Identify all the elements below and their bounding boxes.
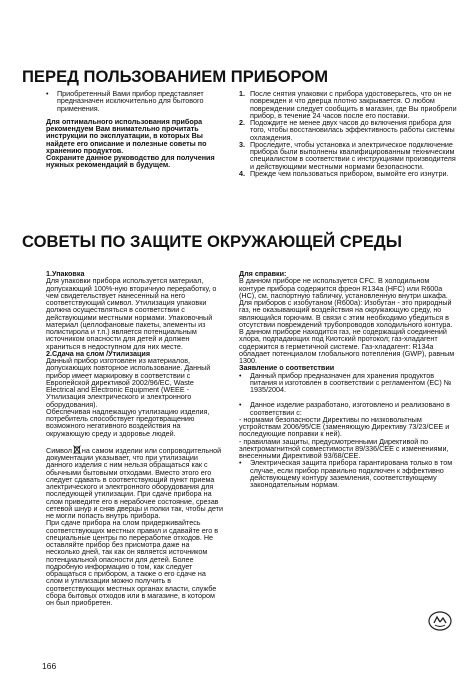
paragraph-packing: Для упаковки прибора используется материал, допускающий 100%-ную вторичную переработку, о чем свидетельствует нанесенный на него соответствующий символ. Утилизация упаковки должна осуществляться в соответствии с действующими местными нормами. Упаковочный материал (целлофановые пакеты, элементы из полистирола и т.п.) является потенциальным источником опасности для детей и должен храниться в недоступном для них месте. [46, 276, 217, 351]
recommendation-bold: Для оптимального использования прибора рекомендуем Вам внимательно прочитать инструкции по эксплуатации, в которых Вы найдете его описание и полезные советы по хранению продуктов. [46, 116, 207, 155]
section-title-before-use: ПЕРЕД ПОЛЬЗОВАНИЕМ ПРИБОРОМ [22, 67, 329, 86]
paragraph-symbol-2: При сдаче прибора на слом придерживайтесь соответствующих местных правил и сдавайте его в специальные центры по переработке отходов. Не оставляйте прибор без присмотра даже на несколько дней, так как он является источником потенциальной опасности для детей. Более подробную информацию о том, как следует обращаться с прибором, а также о его сдаче на слом и утилизации можно получить в соответствующих местных органах власти, службе сбора бытовых отходов или в магазине, в котором он был приобретен. [46, 518, 219, 607]
bullet-item: • Данный прибор предназначен для хранения продуктов питания и изготовлен в соответствии с регламентом (ЕС) № 1935/2004. [239, 370, 452, 394]
bullet-item: • Электрическая защита прибора гарантирована только в том случае, если прибор правильно подключен к эффективно действующему контуру заземления, соответствующему законодательным нормам. [239, 458, 453, 489]
subheading-packing: 1.Упаковка [46, 269, 85, 278]
page-number: 166 [42, 661, 57, 671]
bullet-icon: • [239, 458, 242, 468]
paragraph-symbol: Символ на самом изделии или сопроводительной документации указывает, что при утилизации данного изделия с ним нельзя обращаться как с обычными бытовыми отходами. Вместо этого его следует сдавать в соответствующий пункт приема электрического и электронного оборудования для последующей утилизации. При сдаче прибора на слом приведите его в нерабочее состояние, срезав сетевой шнур и сняв дверцы и полки так, чтобы дети не могли попасть внутрь прибора. [46, 445, 223, 520]
subheading-reference: Для справки: [239, 269, 287, 278]
environment-left-column [46, 270, 224, 606]
before-use-right-column [239, 90, 458, 177]
numbered-item: 1. После снятия упаковки с прибора удостоверьтесь, что он не поврежден и что дверца плотно закрывается. О любом повреждении следует сообщить в магазин, где Вы приобрели прибор, в течение 24 часов после его поставки. [239, 89, 457, 120]
paragraph-disposal-2: Обеспечивая надлежащую утилизацию изделия, потребитель способствует предотвращению возможного негативного воздействия на окружающую среду и здоровье людей. [46, 406, 210, 438]
keep-manual-bold: Сохраните данное руководство для получения нужных рекомендаций в будущем. [46, 153, 215, 170]
directive-low-voltage: - нормами безопасности Директивы по низковольтным устройствам 2006/95/СЕ (заменяющую Директиву 73/23/СЕЕ и последующие поправки к ней). [239, 414, 450, 439]
recycle-seal-icon [426, 610, 454, 632]
paragraph-reference-2: Для приборов с изобутаном (R600a): Изобутан - это природный газ, не оказывающий воздействия на окружающую среду, но являющийся горючим. В связи с этим необходимо убедиться в отсутствии повреждений трубопроводов холодильного контура. [239, 298, 453, 329]
subheading-conformity: Заявление о соответствии [239, 363, 335, 373]
bullet-icon: • [46, 89, 49, 98]
numbered-item: 2. Подождите не менее двух часов до включения прибора для того, чтобы восстановилась эффективность работы системы охлаждения. [239, 118, 455, 142]
paragraph-disposal: Данный прибор изготовлен из материалов, допускающих повторное использование. Данный прибор имеет маркировку в соответствии с Европейской директивой 2002/96/EC, Waste Electrical and Electronic Equipment (WEEE - Утилизация электрического и электронного оборудования). [46, 356, 211, 409]
bullet-item: • Данное изделие разработано, изготовлено и реализовано в соответствии с: [239, 400, 451, 417]
paragraph-reference-3: В данном приборе находится газ, не содержащий соединений хлора, подпадающих под Киотский протокол; газ-хладагент содержится в герметичной системе. Газ-хладагент: R134a обладает потенциалом глобального потепления (GWP), равным 1300. [239, 327, 455, 365]
paragraph-reference-1: В данном приборе не используется CFC. В холодильном контуре прибора содержится фреон R134a (HFC) или R600a (HC), см. паспортную табличку, установленную внутри шкафа. [239, 276, 448, 300]
numbered-item: 4. Прежде чем пользоваться прибором, вымойте его изнутри. [239, 168, 449, 178]
directive-emc: - правилами защиты, предусмотренными Директивой по электромагнитной совместимости 89/336/СЕЕ с изменениями, внесенными Директивой 93/68/СЕЕ. [239, 436, 449, 460]
subheading-disposal: 2.Сдача на слом /Утилизация [46, 348, 151, 358]
numbered-item: 3. Проследите, чтобы установка и электрическое подключение прибора были выполнены квалифицированным техническим специалистом в соответствии с инструкциями производителя и действующими местными нормами безопасности. [239, 139, 456, 171]
section-title-environment: СОВЕТЫ ПО ЗАЩИТЕ ОКРУЖАЮЩЕЙ СРЕДЫ [22, 232, 402, 251]
bullet-icon: • [239, 370, 242, 380]
bullet-icon: • [239, 400, 242, 410]
bullet-item: • Приобретенный Вами прибор представляет предназначен исключительно для бытового применения. [46, 89, 204, 113]
before-use-left-column [46, 90, 226, 169]
environment-right-column [239, 270, 457, 488]
